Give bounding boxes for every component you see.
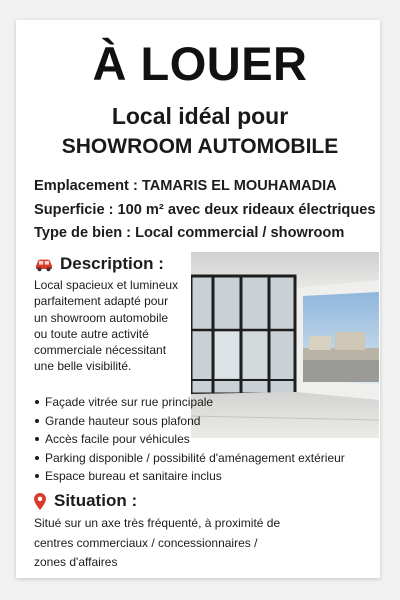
description-line: parfaitement adapté pour bbox=[34, 294, 169, 309]
description-line: ou toute autre activité bbox=[34, 326, 149, 341]
description-line: une belle visibilité. bbox=[34, 359, 132, 374]
flyer-title: À LOUER bbox=[92, 37, 308, 90]
description-heading-label: Description : bbox=[60, 254, 164, 273]
features-list bbox=[34, 393, 345, 486]
flyer-subtitle-line2: SHOWROOM AUTOMOBILE bbox=[61, 135, 339, 158]
location-detail: Emplacement : TAMARIS EL MOUHAMADIA bbox=[34, 178, 337, 194]
flyer-subtitle-line1: Local idéal pour bbox=[111, 103, 289, 129]
situation-heading bbox=[34, 491, 137, 511]
description-line: un showroom automobile bbox=[34, 310, 169, 325]
description-line: commerciale nécessitant bbox=[34, 343, 167, 358]
feature-item: Grande hauteur sous plafond bbox=[34, 412, 345, 431]
situation-line: zones d'affaires bbox=[34, 555, 118, 569]
car-icon bbox=[34, 257, 54, 271]
description-line: Local spacieux et lumineux bbox=[34, 278, 179, 292]
situation-line: Situé sur un axe très fréquenté, à proximité de bbox=[34, 516, 281, 530]
feature-item: Façade vitrée sur rue principale bbox=[34, 393, 345, 412]
feature-item: Parking disponible / possibilité d'aménagement extérieur bbox=[34, 449, 345, 468]
situation-text bbox=[34, 514, 354, 573]
location-pin-icon bbox=[34, 493, 46, 510]
situation-heading-label: Situation : bbox=[54, 491, 138, 510]
feature-item: Accès facile pour véhicules bbox=[34, 430, 345, 449]
description-text bbox=[34, 277, 194, 375]
feature-item: Espace bureau et sanitaire inclus bbox=[34, 467, 345, 486]
property-type-detail: Type de bien : Local commercial / showroom bbox=[34, 225, 345, 241]
description-heading bbox=[34, 254, 164, 274]
situation-line: centres commerciaux / concessionnaires / bbox=[34, 535, 258, 550]
area-detail: Superficie : 100 m² avec deux rideaux électriques bbox=[34, 202, 376, 218]
